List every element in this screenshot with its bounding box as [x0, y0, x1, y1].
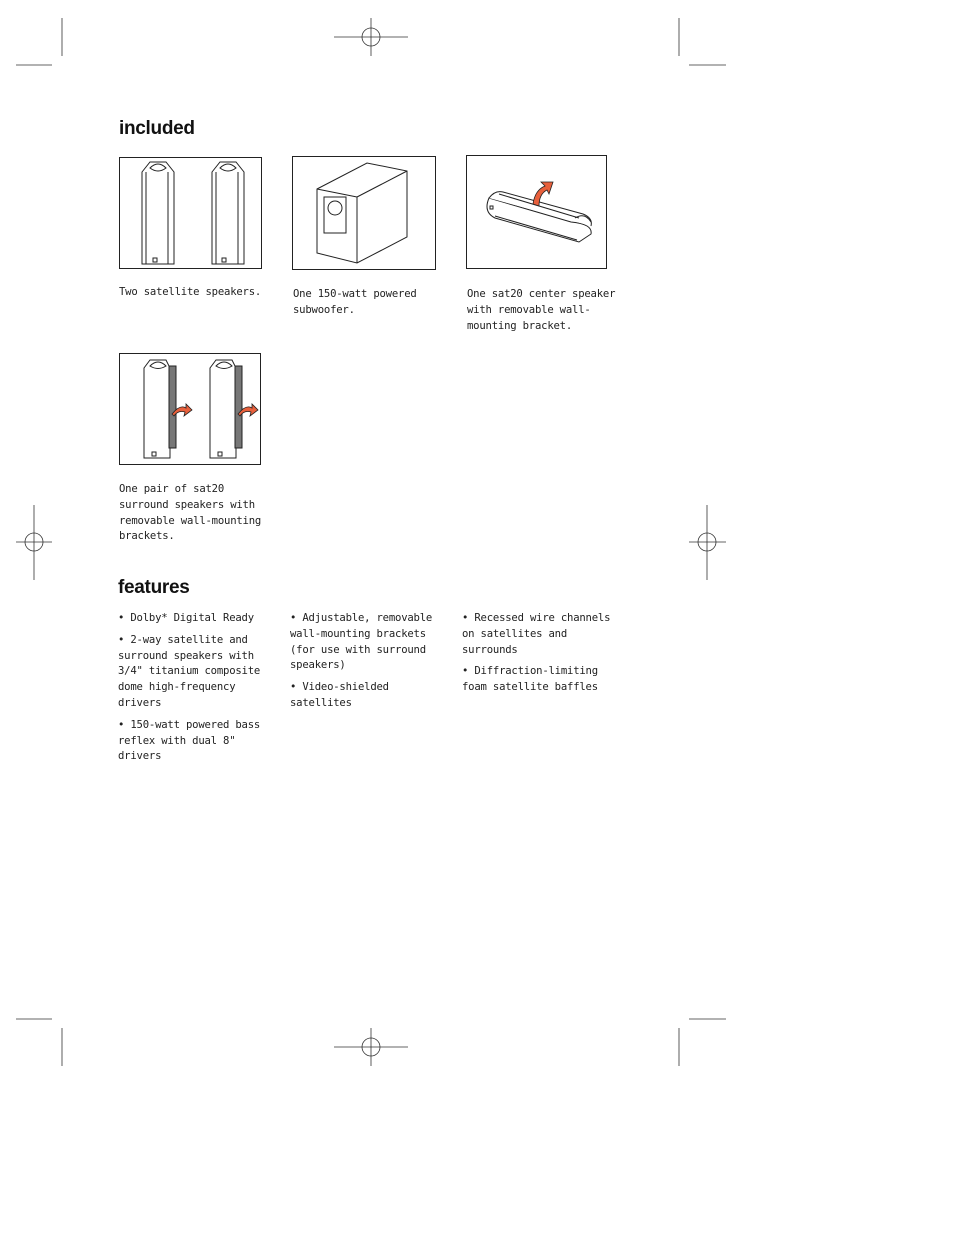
- included-heading: included: [119, 118, 195, 139]
- feature-item: • Diffraction-limiting foam satellite baffles: [462, 665, 598, 694]
- included-caption-3: One sat20 center speaker with removable wall-mounting bracket.: [467, 288, 616, 332]
- feature-item: • 150-watt powered bass reflex with dual 8" drivers: [118, 718, 261, 763]
- surround-speakers-image: [119, 353, 261, 465]
- center-speaker-image: [466, 155, 607, 269]
- feature-item: • 2-way satellite and surround speakers with 3/4" titanium composite dome high-frequency drivers: [118, 633, 261, 709]
- subwoofer-image: [292, 156, 436, 270]
- features-column-1: [118, 611, 280, 771]
- included-caption-4: One pair of sat20 surround speakers with removable wall-mounting brackets.: [119, 483, 262, 543]
- feature-item: • Video-shielded satellites: [290, 681, 389, 709]
- features-column-3: [462, 611, 618, 702]
- feature-item: • Recessed wire channels on satellites and surrounds: [462, 612, 611, 656]
- features-column-2: [290, 611, 446, 718]
- feature-item: • Adjustable, removable wall-mounting brackets (for use with surround speakers): [290, 612, 433, 672]
- feature-item: • Dolby* Digital Ready: [118, 612, 254, 624]
- satellite-speakers-image: [119, 157, 262, 269]
- included-caption-2: One 150-watt powered subwoofer.: [293, 288, 417, 316]
- included-caption-1: Two satellite speakers.: [119, 286, 262, 298]
- features-heading: features: [118, 577, 190, 598]
